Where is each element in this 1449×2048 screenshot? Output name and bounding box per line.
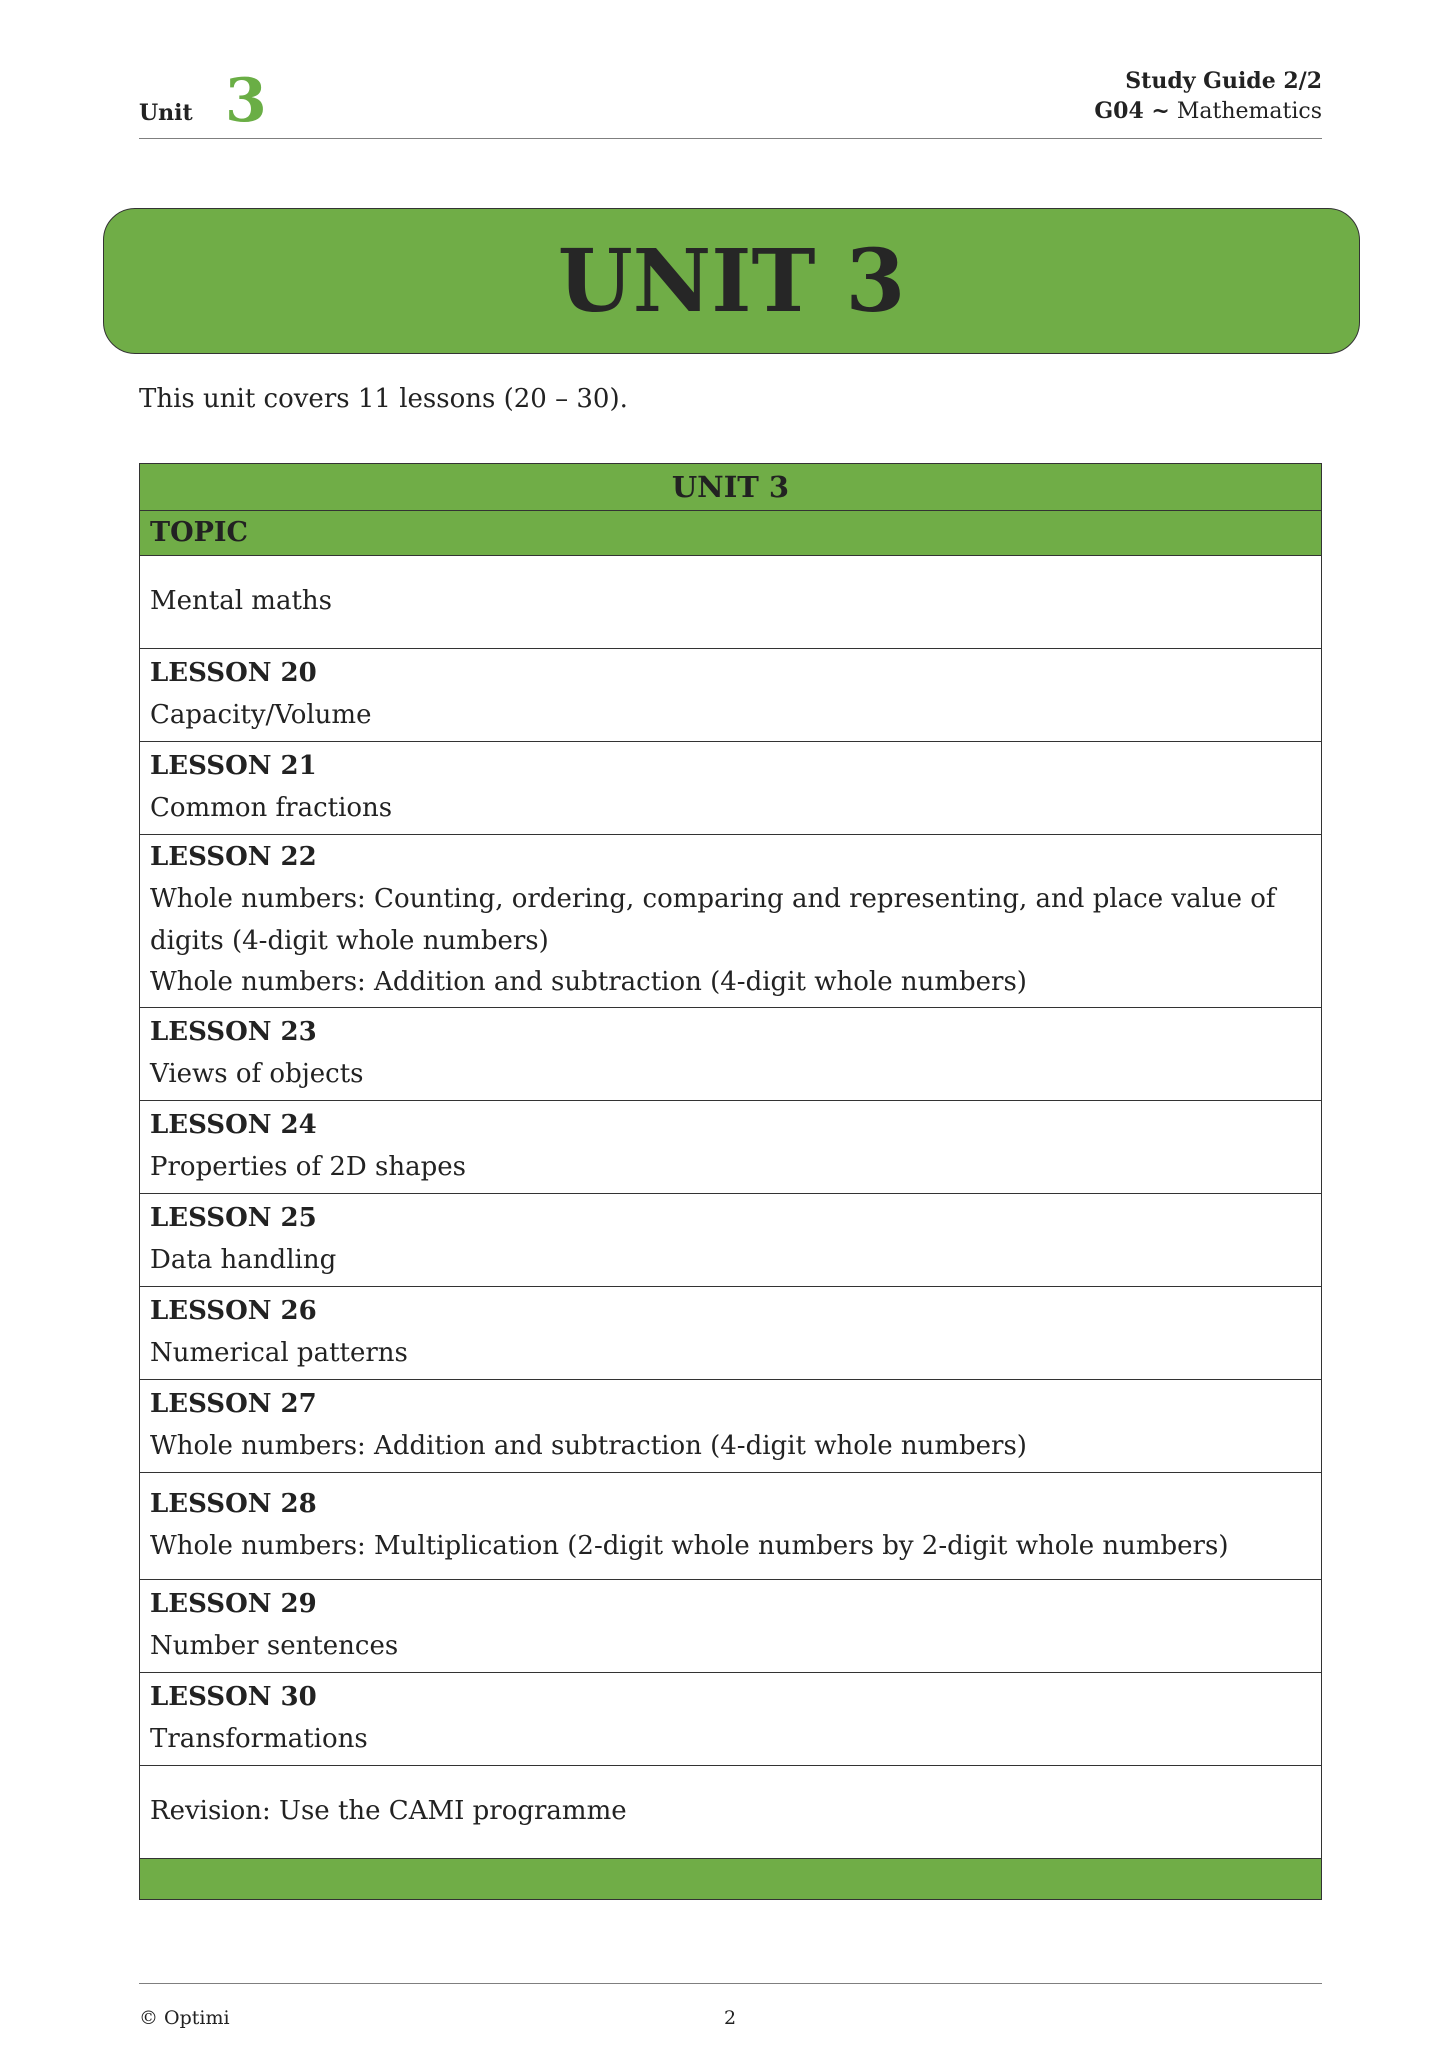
table-title-row [140, 464, 1322, 511]
table-row [140, 1379, 1322, 1472]
table-row [140, 1193, 1322, 1286]
lesson-name: LESSON 28 [150, 1488, 317, 1519]
lesson-cell [140, 1193, 1322, 1286]
lesson-desc: Numerical patterns [150, 1337, 408, 1368]
lesson-desc-secondary: Whole numbers: Addition and subtraction (4-digit whole numbers) [150, 967, 1027, 998]
table-row [140, 834, 1322, 1007]
mental-maths-cell: Mental maths [140, 555, 1322, 648]
footer-divider [139, 1983, 1322, 1984]
table-row [140, 1286, 1322, 1379]
table-row [140, 648, 1322, 741]
page-header [139, 64, 1322, 139]
page-number: 2 [724, 2007, 737, 2029]
copyright: © Optimi [139, 2007, 230, 2029]
lesson-desc: Views of objects [150, 1058, 364, 1089]
lesson-cell [140, 741, 1322, 834]
lesson-name: LESSON 22 [150, 842, 317, 873]
lesson-name: LESSON 21 [150, 750, 317, 781]
lessons-table [139, 463, 1322, 1900]
lesson-desc: Capacity/Volume [150, 699, 372, 730]
table-footer-row [140, 1858, 1322, 1899]
table-row [140, 1100, 1322, 1193]
lesson-cell [140, 648, 1322, 741]
topic-header: TOPIC [140, 511, 1322, 555]
table-header-row [140, 511, 1322, 555]
subject-name: Mathematics [1176, 99, 1322, 124]
lesson-cell [140, 1579, 1322, 1672]
table-footer-bar [140, 1858, 1322, 1899]
table-row [140, 1007, 1322, 1100]
lesson-desc: Whole numbers: Multiplication (2-digit whole numbers by 2-digit whole numbers) [150, 1530, 1229, 1561]
table-row [140, 1672, 1322, 1765]
lesson-desc: Properties of 2D shapes [150, 1151, 466, 1182]
lesson-cell [140, 1672, 1322, 1765]
table-title: UNIT 3 [140, 464, 1322, 511]
table-row [140, 1472, 1322, 1579]
lesson-cell [140, 1286, 1322, 1379]
table-row [140, 1579, 1322, 1672]
subject-code: G04 ~ [1094, 98, 1170, 124]
lesson-cell [140, 1007, 1322, 1100]
lesson-cell [140, 1379, 1322, 1472]
lesson-desc: Whole numbers: Counting, ordering, comparing and representing, and place value of digits (4-digit whole numbers) [150, 883, 1276, 956]
subject-label [1094, 98, 1322, 124]
intro-text: This unit covers 11 lessons (20 – 30). [139, 384, 628, 414]
lesson-name: LESSON 30 [150, 1681, 317, 1712]
revision-cell: Revision: Use the CAMI programme [140, 1765, 1322, 1858]
study-guide-label: Study Guide 2/2 [1125, 68, 1322, 94]
unit-number: 3 [225, 66, 267, 136]
lesson-cell [140, 834, 1322, 1007]
table-row [140, 555, 1322, 648]
unit-banner: UNIT 3 [103, 208, 1360, 354]
lesson-desc: Whole numbers: Addition and subtraction (4-digit whole numbers) [150, 1430, 1027, 1461]
lesson-name: LESSON 24 [150, 1109, 317, 1140]
lesson-name: LESSON 29 [150, 1588, 317, 1619]
lesson-desc: Number sentences [150, 1630, 399, 1661]
lesson-name: LESSON 25 [150, 1202, 317, 1233]
lesson-name: LESSON 23 [150, 1016, 317, 1047]
lesson-cell [140, 1472, 1322, 1579]
table-row [140, 741, 1322, 834]
unit-label: Unit [139, 100, 193, 126]
lesson-name: LESSON 27 [150, 1388, 317, 1419]
lesson-cell [140, 1100, 1322, 1193]
lesson-desc: Data handling [150, 1244, 337, 1275]
lesson-desc: Common fractions [150, 792, 393, 823]
lesson-name: LESSON 26 [150, 1295, 317, 1326]
table-row [140, 1765, 1322, 1858]
lesson-name: LESSON 20 [150, 657, 317, 688]
lesson-desc: Transformations [150, 1723, 368, 1754]
